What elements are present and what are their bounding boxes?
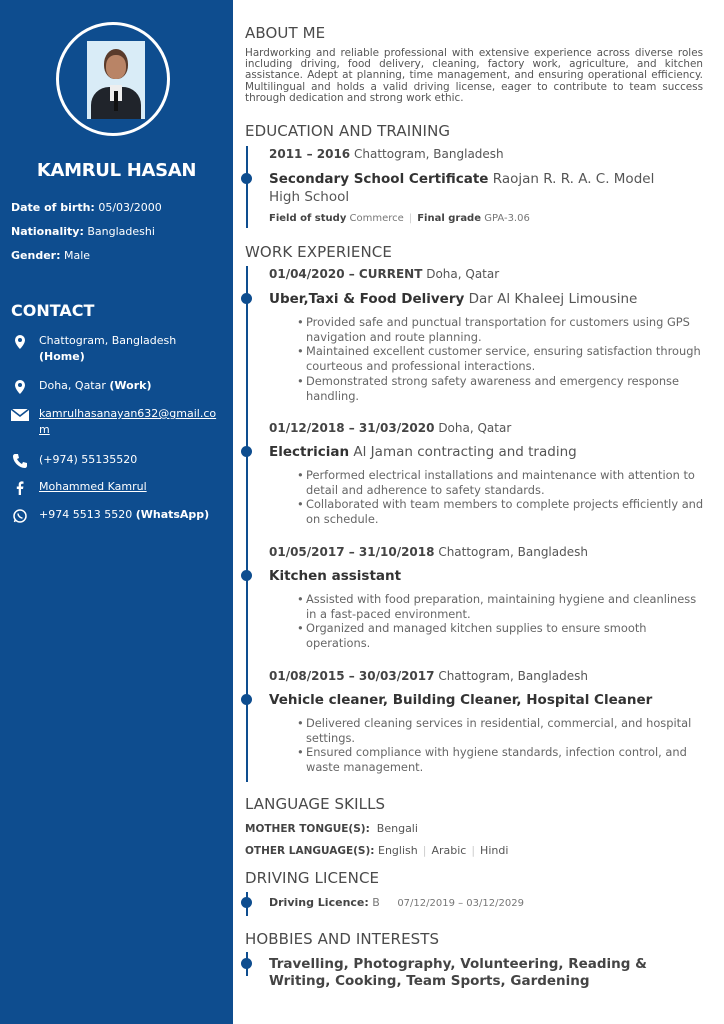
job-date: 01/04/2020 – CURRENT Doha, Qatar (269, 267, 500, 281)
location-pin-icon (11, 334, 29, 350)
duty-item: • Ensured compliance with hygiene standards, infection control, and waste management. (297, 745, 707, 774)
profile-photo (87, 41, 145, 119)
phone-icon (11, 453, 29, 469)
duty-item: • Performed electrical installations and maintenance with attention to detail and adherence to safety standards. (297, 468, 707, 497)
job-duties (297, 315, 707, 403)
nationality-row: Nationality: Bangladeshi (11, 225, 155, 238)
job-duties (297, 592, 707, 651)
education-date: 2011 – 2016 Chattogram, Bangladesh (269, 147, 504, 161)
language-heading: LANGUAGE SKILLS (245, 795, 386, 813)
job-title: Uber,Taxi & Food Delivery Dar Al Khaleej Limousine (269, 291, 638, 307)
duty-item: • Maintained excellent customer service, ensuring satisfaction through courteous and professional interactions. (297, 344, 707, 373)
candidate-name: KAMRUL HASAN (36, 160, 197, 181)
facebook-icon (11, 480, 29, 496)
timeline-dot (241, 694, 252, 705)
birth-date-row: Date of birth: 05/03/2000 (11, 201, 162, 214)
personal-info (11, 200, 162, 272)
education-title: Secondary School Certificate Raojan R. R. A. C. Model High School (269, 171, 655, 205)
about-text: Hardworking and reliable professional with extensive experience across diverse roles including driving, food delivery, cleaning, factory work, agriculture, and kitchen assistance. Adept at planning, time management, and ensuring operational efficiency. Multilingual and holds a valid driving license, eager to contribute to team success through dedication and strong work ethic. (245, 47, 703, 104)
job-date: 01/08/2015 – 30/03/2017 Chattogram, Bangladesh (269, 669, 588, 683)
duty-item: • Collaborated with team members to complete projects efficiently and on schedule. (297, 497, 707, 526)
education-heading: EDUCATION AND TRAINING (245, 122, 451, 140)
hobbies-text: Travelling, Photography, Volunteering, Reading & Writing, Cooking, Team Sports, Gardening (269, 956, 647, 989)
job-date: 01/12/2018 – 31/03/2020 Doha, Qatar (269, 421, 512, 435)
facebook-link[interactable]: Mohammed Kamrul (39, 480, 147, 493)
profile-photo-frame (56, 22, 170, 136)
timeline-dot (241, 293, 252, 304)
job-title: Vehicle cleaner, Building Cleaner, Hospital Cleaner (269, 692, 653, 708)
location-pin-icon (11, 379, 29, 395)
duty-item: • Organized and managed kitchen supplies to ensure smooth operations. (297, 621, 707, 650)
envelope-icon (11, 407, 29, 423)
job-duties (297, 716, 707, 775)
job-date: 01/05/2017 – 31/10/2018 Chattogram, Bangladesh (269, 545, 588, 559)
email-link[interactable]: kamrulhasanayan632@gmail.com (39, 407, 217, 436)
job-duties (297, 468, 707, 527)
education-details: Field of study Commerce | Final grade GPA-3.06 (269, 213, 530, 224)
driving-heading: DRIVING LICENCE (245, 869, 380, 887)
timeline-dot (241, 446, 252, 457)
gender-row: Gender: Male (11, 249, 91, 262)
contact-heading: CONTACT (11, 301, 95, 320)
duty-item: • Demonstrated strong safety awareness and emergency response handling. (297, 374, 707, 403)
about-heading: ABOUT ME (245, 24, 326, 42)
work-heading: WORK EXPERIENCE (245, 243, 392, 261)
job-title: Electrician Al Jaman contracting and trading (269, 444, 577, 460)
education-timeline (246, 146, 248, 228)
timeline-dot (241, 173, 252, 184)
hobbies-heading: HOBBIES AND INTERESTS (245, 930, 440, 948)
sidebar: KAMRUL HASAN Date of birth: 05/03/2000 Nationality: Bangladeshi Gender: Male CONTACT Chattogram, Bangladesh (Home) Doha, Qatar (Work) kamrulhasanayan632@gmail.com (+974) 55135520 Mohammed Kamrul +974 5513 5520 (WhatsApp) (0, 0, 233, 1024)
whatsapp-icon (11, 508, 29, 524)
driving-licence-row: Driving Licence: B 07/12/2019 – 03/12/2029 (269, 896, 524, 909)
duty-item: • Provided safe and punctual transportation for customers using GPS navigation and route planning. (297, 315, 707, 344)
timeline-dot (241, 897, 252, 908)
job-title: Kitchen assistant (269, 568, 402, 584)
timeline-dot (241, 958, 252, 969)
timeline-dot (241, 570, 252, 581)
mother-tongue-row: MOTHER TONGUE(S): Bengali (245, 822, 418, 835)
duty-item: • Assisted with food preparation, maintaining hygiene and cleanliness in a fast-paced environment. (297, 592, 707, 621)
other-languages-row: OTHER LANGUAGE(S): English | Arabic | Hindi (245, 844, 509, 857)
duty-item: • Delivered cleaning services in residential, commercial, and hospital settings. (297, 716, 707, 745)
